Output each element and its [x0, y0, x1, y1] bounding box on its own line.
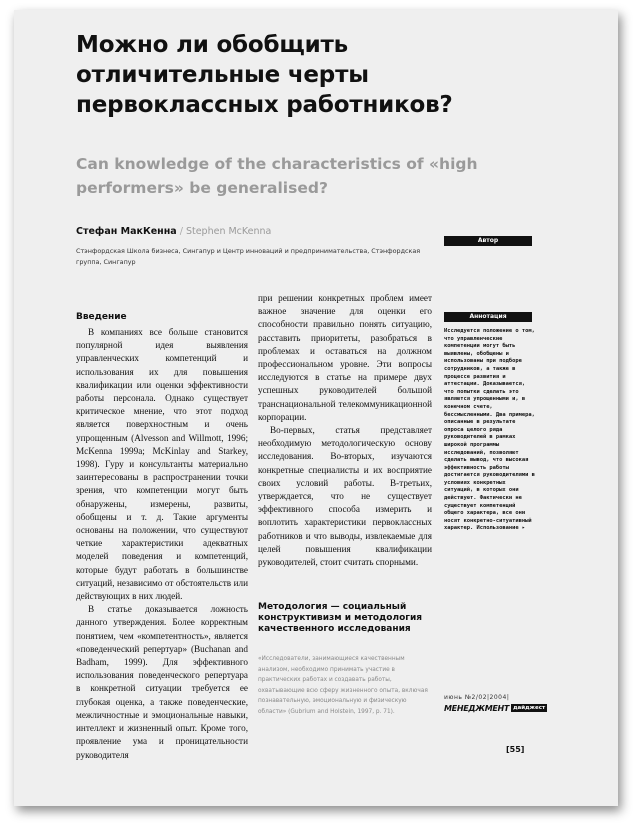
author-line [76, 226, 271, 237]
section-heading-intro: Введение [76, 312, 127, 322]
page-number: [55] [506, 745, 525, 754]
abstract-tag: Аннотация [444, 312, 532, 322]
journal-logo [444, 703, 547, 713]
paragraph: В компаниях все больше становится популярной идея выявления управленческих компетенций и использования их для повышения квалификации или оценки эффективности работы персонала. Однако существует критическое мнение, что этот подход является поверхностным и очень упрощенным (Alvesson and Willmott, 1996; McKenna 1999a; McKinlay and Starkey, 1998). Гуру и консультанты материально заинтересованы в распространении точки зрения, что компетенции могут быть обнаружены, измерены, развиты, обобщены и т. д. Такие аргументы основаны на положении, что существуют четкие характеристики адекватных моделей поведения и компетенций, которые будут работать в большинстве ситуаций, независимо от обстоятельств или действующих в них людей. [76, 327, 248, 602]
article-title-ru: Можно ли обобщить отличительные черты первоклассных работников? [76, 32, 453, 118]
author-name-ru: Стефан МакКенна [76, 226, 177, 237]
issue-info: июнь №2/02|2004| [444, 694, 510, 701]
paragraph: при решении конкретных проблем имеет важное значение для оценки его способности правильно понять ситуацию, расставить приоритеты, разобраться в проблемах и оставаться на должном профессиональном уровне. Эти вопросы исследуются в статье на примере двух успешных руководителей большой транснациональной телекоммуникационной корпорации. [258, 293, 432, 422]
author-separator: / [179, 226, 183, 237]
author-name-en: Stephen McKenna [185, 226, 272, 237]
abstract-text: Исследуется положение о том, что управленческие компетенции могут быть выявлены, обобщены и использованы при подборе сотрудников, а также в процессе развития и аттестации. Доказывается, что попытки сделать это являются упрощенными и, в конечном счете, бессмысленными. Два примера, описанные в результате опроса целого ряда руководителей в рамках широкой программы исследований, позволяют сделать вывод, что высокая эффективность работы достигается руководителями в условиях конкретных ситуаций, в которых они действуют. Фактически не существует компетенций общего характера, все они носят конкретно-ситуативный характер. Использование ▸ [444, 328, 535, 532]
paragraph: Во-первых, статья представляет необходимую методологическую основу исследования. Во-вторых, изучаются конкретные специалисты и их восприятие своих условий работы. В-третьих, утверждается, что не существует эффективного способа измерить и воплотить характеристики первоклассных работников и что выводы, извлекаемые для целей повышения квалификации руководителей, стоит считать спорными. [258, 425, 432, 568]
logo-box-text: дайджест [513, 705, 546, 711]
text-column-1 [76, 326, 248, 762]
section-heading-methodology: Методология — социальный конструктивизм и методология качественного исследования [258, 602, 423, 634]
pull-quote: «Исследователи, занимающиеся качественным анализом, необходимо принимать участие в практических работах и создавать работы, охватывающие всю сферу жизненного опыта, включая познавательную, эмоциональную и физическую области» (Gubrium and Holstein, 1997, p. 71). [258, 656, 428, 715]
text-column-2 [258, 292, 432, 569]
author-affiliation: Стэнфордская Школа бизнеса, Сингапур и Центр инноваций и предпринимательства, Стэнфордская группа, Сингапур [76, 247, 421, 266]
paragraph: В статье доказывается ложность данного утверждения. Более корректным понятием, чем «компетентность», является «поведенческий репертуар» (Buchanan and Badham, 1999). Для эффективного использования поведенческого репертуара в конкретной ситуации требуется ее глубокая оценка, а также поведенческие, межличностные и эмоциональные навыки, интеллект и жизненный опыт. Кроме того, проявление ума и проницательности руководителя [76, 604, 248, 760]
logo-main-text: МЕНЕДЖМЕНТ [444, 703, 510, 713]
article-title-en: Can knowledge of the characteristics of «high performers» be generalised? [76, 155, 478, 197]
author-tag: Автор [444, 236, 532, 246]
